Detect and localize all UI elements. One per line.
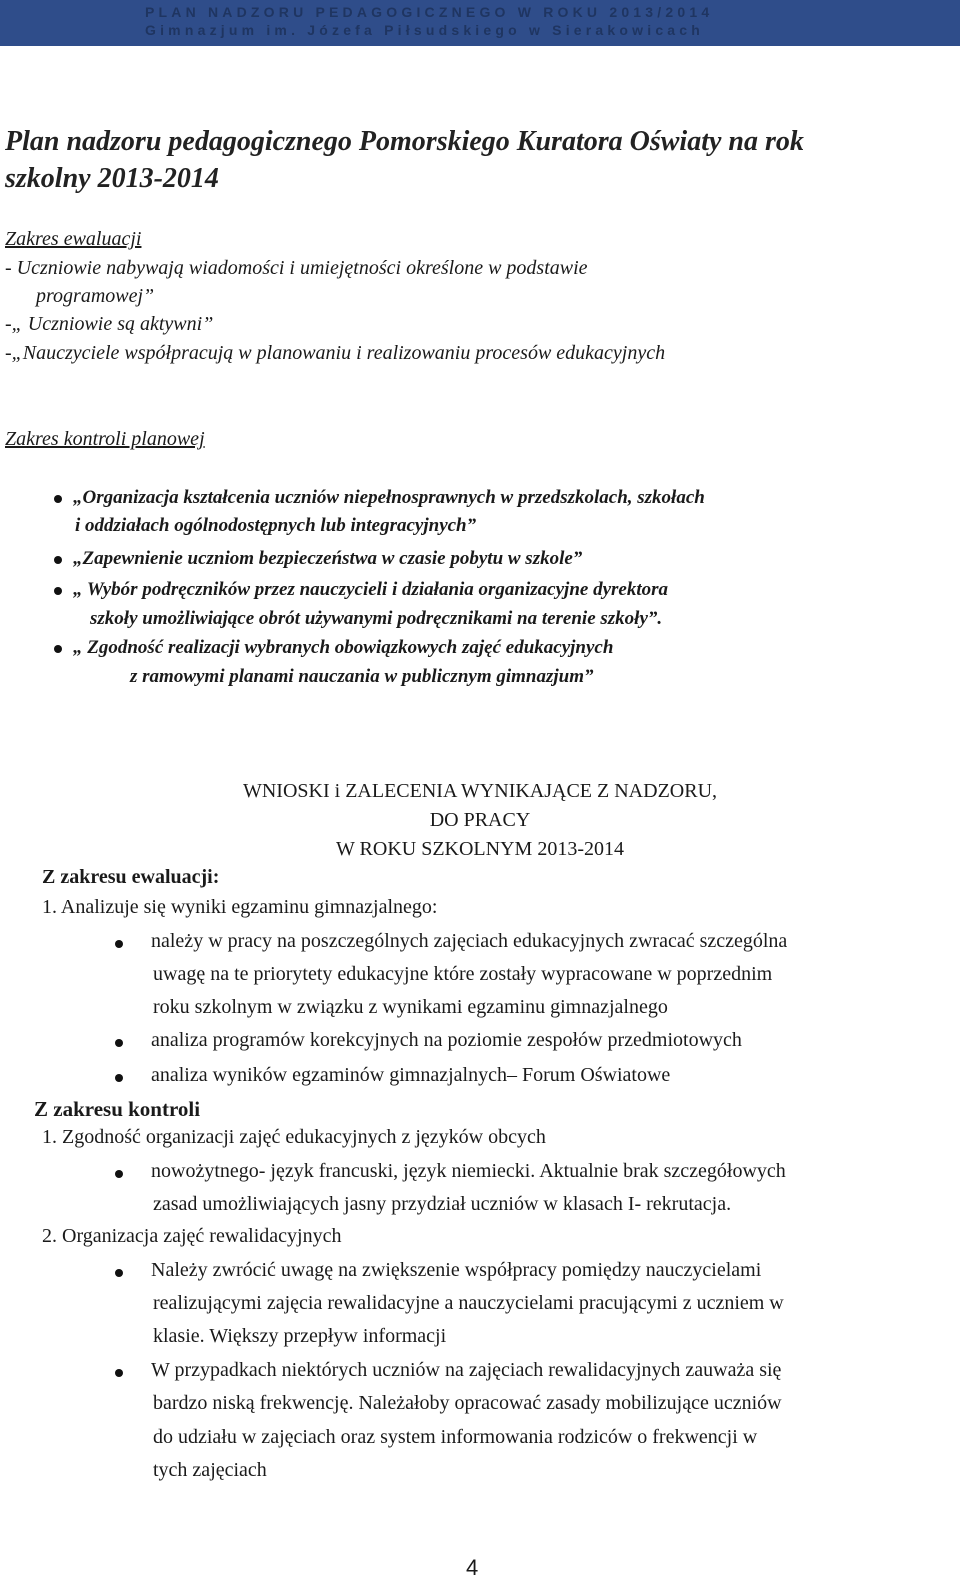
control-bullet-line: bardzo niską frekwencję. Należałoby opracować zasady mobilizujące uczniów <box>153 1392 782 1414</box>
bullet-icon <box>54 587 62 595</box>
control-bullet-line: do udziału w zajęciach oraz system informowania rodziców o frekwencji w <box>153 1426 758 1448</box>
page-number: 4 <box>466 1555 479 1580</box>
evaluation-item: - Uczniowie nabywają wiadomości i umiejętności określone w podstawie <box>5 257 588 279</box>
control-bullet-line: tych zajęciach <box>153 1459 267 1481</box>
control-item-line: „ Wybór podręczników przez nauczycieli i działania organizacyjne dyrektora <box>73 579 669 600</box>
document-title-line1: Plan nadzoru pedagogicznego Pomorskiego Kuratora Oświaty na rok <box>5 126 804 157</box>
evaluation-bullet-line: należy w pracy na poszczególnych zajęciach edukacyjnych zwracać szczególna <box>151 930 788 952</box>
page-header <box>0 0 960 46</box>
bullet-icon <box>54 495 62 503</box>
header-title: PLAN NADZORU PEDAGOGICZNEGO W ROKU 2013/2014 <box>145 4 714 20</box>
evaluation-conclusions-heading: Z zakresu ewaluacji: <box>42 866 220 888</box>
evaluation-bullet-line: analiza programów korekcyjnych na poziomie zespołów przedmiotowych <box>151 1029 742 1051</box>
bullet-icon <box>54 645 62 653</box>
evaluation-heading: Zakres ewaluacji <box>5 228 142 250</box>
control-item-line: z ramowymi planami nauczania w publicznym gimnazjum” <box>130 666 594 687</box>
control-bullet-line: klasie. Większy przepływ informacji <box>153 1325 447 1347</box>
control-bullet-line: Należy zwrócić uwagę na zwiększenie współpracy pomiędzy nauczycielami <box>151 1259 762 1281</box>
bullet-icon <box>54 556 62 564</box>
control-bullet-line: W przypadkach niektórych uczniów na zajęciach rewalidacyjnych zauważa się <box>151 1359 782 1381</box>
control-item-line: i oddziałach ogólnodostępnych lub integracyjnych” <box>75 515 477 536</box>
conclusions-title-line2: DO PRACY <box>429 809 531 831</box>
control-conclusion-item: 1. Zgodność organizacji zajęć edukacyjnych z języków obcych <box>42 1126 546 1148</box>
conclusions-title-line1: WNIOSKI i ZALECENIA WYNIKAJĄCE Z NADZORU, <box>242 780 718 802</box>
bullet-icon <box>115 1074 123 1082</box>
evaluation-bullet-line: roku szkolnym w związku z wynikami egzaminu gimnazjalnego <box>153 996 668 1018</box>
control-conclusions-heading: Z zakresu kontroli <box>34 1097 201 1121</box>
evaluation-item: -„Nauczyciele współpracują w planowaniu i realizowaniu procesów edukacyjnych <box>5 342 666 364</box>
bullet-icon <box>115 1369 123 1377</box>
control-item-line: „Zapewnienie uczniom bezpieczeństwa w czasie pobytu w szkole” <box>73 548 583 569</box>
bullet-icon <box>115 1269 123 1277</box>
bullet-icon <box>115 940 123 948</box>
conclusions-title-line3: W ROKU SZKOLNYM 2013-2014 <box>336 838 624 860</box>
control-bullet-line: nowożytnego- język francuski, język niemiecki. Aktualnie brak szczegółowych <box>151 1160 786 1182</box>
bullet-icon <box>115 1039 123 1047</box>
evaluation-conclusion-item: 1. Analizuje się wyniki egzaminu gimnazjalnego: <box>42 896 438 918</box>
control-item-line: „ Zgodność realizacji wybranych obowiązkowych zajęć edukacyjnych <box>73 637 614 658</box>
control-heading: Zakres kontroli planowej <box>5 428 205 450</box>
control-item-line: „Organizacja kształcenia uczniów niepełnosprawnych w przedszkolach, szkołach <box>73 487 705 508</box>
evaluation-item: -„ Uczniowie są aktywni” <box>5 313 214 335</box>
bullet-icon <box>115 1170 123 1178</box>
control-bullet-line: realizującymi zajęcia rewalidacyjne a nauczycielami pracującymi z uczniem w <box>153 1292 784 1314</box>
evaluation-bullet-line: analiza wyników egzaminów gimnazjalnych– Forum Oświatowe <box>151 1064 671 1086</box>
document-title-line2: szkolny 2013-2014 <box>5 163 219 194</box>
control-item-line: szkoły umożliwiające obrót używanymi podręcznikami na terenie szkoły”. <box>90 608 663 629</box>
control-bullet-line: zasad umożliwiających jasny przydział uczniów w klasach I- rekrutacja. <box>153 1193 732 1215</box>
evaluation-item: programowej” <box>36 285 155 307</box>
header-subtitle: Gimnazjum im. Józefa Piłsudskiego w Sierakowicach <box>145 22 705 38</box>
evaluation-bullet-line: uwagę na te priorytety edukacyjne które zostały wypracowane w poprzednim <box>153 963 773 985</box>
control-conclusion-item: 2. Organizacja zajęć rewalidacyjnych <box>42 1225 342 1247</box>
